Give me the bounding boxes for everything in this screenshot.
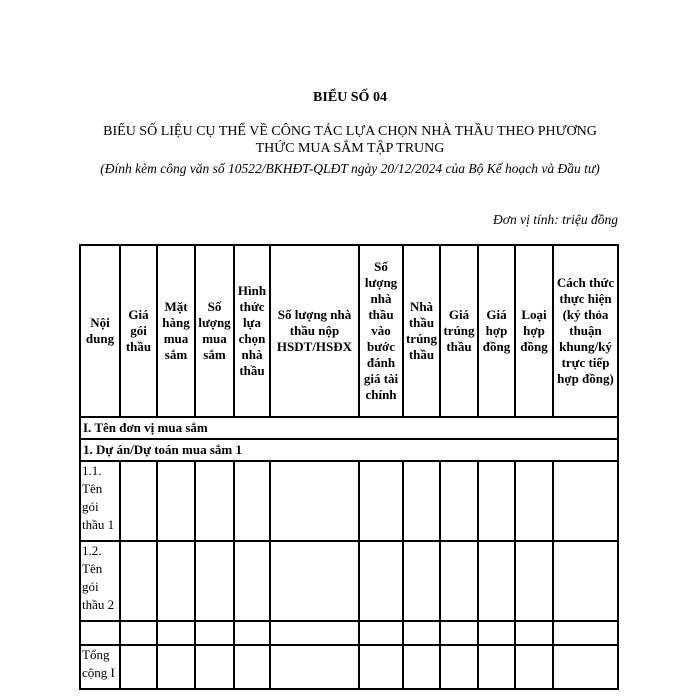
table-row [80, 621, 618, 645]
col-header-implementation: Cách thức thực hiện (ký thỏa thuận khung/ký trực tiếp hợp đồng) [553, 245, 618, 417]
header-row [80, 245, 618, 417]
total-row [80, 645, 618, 689]
table-row [80, 461, 618, 541]
section-project: 1. Dự án/Dự toán mua sắm 1 [80, 439, 618, 461]
unit-note: Đơn vị tính: triệu đồng [493, 212, 618, 227]
section-row [80, 439, 618, 461]
procurement-table [79, 244, 619, 690]
col-header-contract-price: Giá hợp đồng [478, 245, 515, 417]
col-header-item: Mặt hàng mua sắm [157, 245, 195, 417]
section-row [80, 417, 618, 439]
attachment-note: (Đính kèm công văn số 10522/BKHĐT-QLĐT ngày 20/12/2024 của Bộ Kế hoạch và Đầu tư) [100, 161, 600, 176]
row-label: 1.1. Tên gói thầu 1 [80, 461, 120, 541]
col-header-content: Nội dung [80, 245, 120, 417]
row-label: Tổng cộng I [80, 645, 120, 689]
col-header-financial-eval-count: Số lượng nhà thầu vào bước đánh giá tài chính [359, 245, 403, 417]
document-title-line-2: THỨC MUA SẮM TẬP TRUNG [255, 141, 445, 156]
form-number: BIỂU SỐ 04 [313, 90, 387, 105]
col-header-selection-method: Hình thức lựa chọn nhà thầu [234, 245, 270, 417]
col-header-winning-bidder: Nhà thầu trúng thầu [403, 245, 440, 417]
table-row [80, 541, 618, 621]
col-header-winning-price: Giá trúng thầu [440, 245, 478, 417]
col-header-package-price: Giá gói thầu [120, 245, 157, 417]
section-unit: I. Tên đơn vị mua sắm [80, 417, 618, 439]
document-title-line-1: BIỂU SỐ LIỆU CỤ THỂ VỀ CÔNG TÁC LỰA CHỌN NHÀ THẦU THEO PHƯƠNG [103, 124, 597, 139]
col-header-quantity: Số lượng mua sắm [195, 245, 234, 417]
row-label [80, 621, 120, 645]
col-header-contract-type: Loại hợp đồng [515, 245, 553, 417]
col-header-bidders-count: Số lượng nhà thầu nộp HSDT/HSĐX [270, 245, 359, 417]
row-label: 1.2. Tên gói thầu 2 [80, 541, 120, 621]
